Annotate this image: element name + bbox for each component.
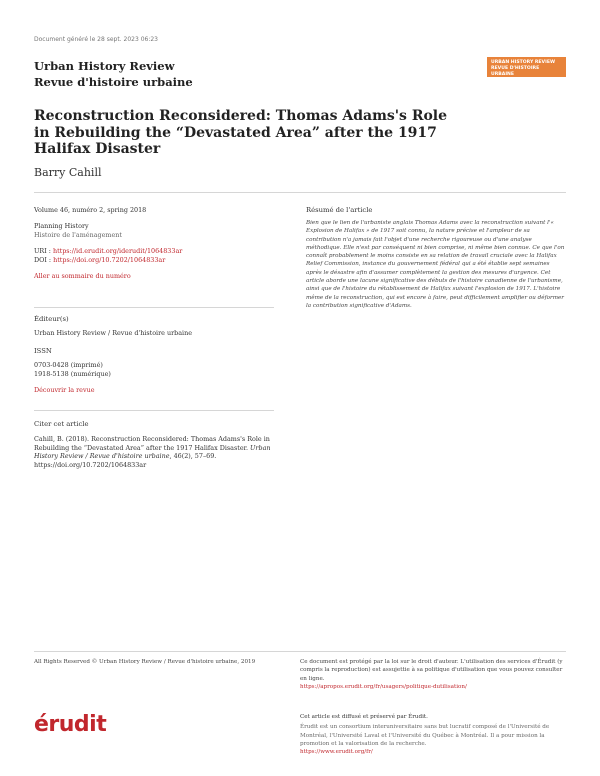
publisher-name: Urban History Review / Revue d'histoire urbaine: [34, 329, 192, 338]
doi-link[interactable]: https://doi.org/10.7202/1064833ar: [53, 255, 166, 264]
footer-divider: [34, 651, 566, 652]
section-info: [34, 222, 274, 239]
abstract-heading: Résumé de l'article: [306, 206, 373, 214]
citation-label: Citer cet article: [34, 420, 89, 428]
citation-block: [34, 420, 274, 469]
copyright-block: [300, 658, 566, 691]
section-en: Planning History: [34, 222, 89, 231]
policy-link[interactable]: https://apropos.erudit.org/fr/usagers/politique-dutilisation/: [300, 683, 467, 690]
doi-line: [34, 256, 274, 264]
issn-print: 0703-0428 (imprimé): [34, 361, 103, 370]
divider: [34, 192, 566, 193]
citation-text: [34, 435, 274, 469]
uri-link[interactable]: https://id.erudit.org/iderudit/1064833ar: [52, 247, 183, 256]
article-author: Barry Cahill: [34, 166, 102, 179]
journal-name-en: Urban History Review: [34, 59, 175, 73]
abstract-block: [306, 206, 566, 310]
metadata-column: [34, 206, 274, 280]
section-fr: Histoire de l'aménagement: [34, 230, 122, 239]
issn-label: ISSN: [34, 346, 52, 355]
diffusion-title: Cet article est diffusé et préservé par Érudit.: [300, 714, 428, 720]
divider: [34, 410, 274, 411]
erudit-link[interactable]: https://www.erudit.org/fr/: [300, 749, 373, 756]
discover-journal-link[interactable]: Découvrir la revue: [34, 386, 95, 395]
generated-date: Document généré le 28 sept. 2023 06:23: [34, 36, 158, 43]
doi-label: DOI :: [34, 255, 54, 264]
erudit-logo: érudit: [34, 712, 107, 737]
diffusion-text: Érudit est un consortium interuniversitaire sans but lucratif composé de l'Université de Montréal, l'Université Laval et l'Université du Québec à Montréal. Il a pour mission la promotion et la valorisation de la recherche.: [300, 724, 550, 747]
uri-line: [34, 247, 274, 255]
publisher-label: Éditeur(s): [34, 315, 69, 323]
citation-journal: Urban History Review / Revue d'histoire urbaine: [34, 443, 271, 461]
copyright-notice: Ce document est protégé par la loi sur le droit d'auteur. L'utilisation des services d'Érudit (y compris la reproduction) est assujettie à sa politique d'utilisation que vous pouvez consulter en ligne.: [300, 659, 563, 682]
publisher-block: [34, 315, 274, 394]
uri-label: URI :: [34, 247, 53, 256]
citation-doi: https://doi.org/10.7202/1064833ar: [34, 460, 147, 469]
journal-badge: [487, 57, 566, 77]
citation-part1: Cahill, B. (2018). Reconstruction Reconsidered: Thomas Adams's Role in Rebuilding the “Devastated Area” after the 1917 Halifax Disaster.: [34, 435, 270, 452]
divider: [34, 307, 274, 308]
journal-name: [34, 58, 193, 90]
toc-link[interactable]: Aller au sommaire du numéro: [34, 272, 131, 281]
diffusion-block: [300, 713, 566, 756]
identifiers: [34, 247, 274, 264]
journal-badge-line2: REVUE D'HISTOIRE URBAINE: [491, 66, 540, 77]
rights-notice: All Rights Reserved © Urban History Review / Revue d'histoire urbaine, 2019: [34, 659, 256, 665]
citation-part2: , 46(2), 57–69.: [169, 452, 217, 461]
article-title: Reconstruction Reconsidered: Thomas Adams's Role in Rebuilding the “Devastated Area” after the 1917 Halifax Disaster: [34, 108, 448, 157]
abstract-text: Bien que le lien de l'urbaniste anglais Thomas Adams avec la reconstruction suivant l'« Explosion de Halifax » de 1917 soit connu, la nature précise et l'ampleur de sa contribution n'a jamais fait l'objet d'une recherche rigoureuse ou d'une analyse méthodique. Elle n'est par conséquent ni bien comprise, ni même bien connue. Ce que l'on connaît probablement le moins consiste en sa relation de travail cruciale avec la Halifax Relief Commission, instance du gouvernement fédéral qui a été établie sept semaines après le désastre afin d'assumer complètement la gestion des mesures d'urgence. Cet article aborde une lacune significative des débuts de l'histoire canadienne de l'urbanisme, ainsi que de l'histoire du rétablissement de Halifax suivant l'explosion de 1917. L'histoire même de la reconstruction, qui est encore à faire, peut difficilement amplifier ou déformer la contribution significative d'Adams.: [306, 220, 565, 309]
issn-digital: 1918-5138 (numérique): [34, 369, 111, 378]
journal-name-fr: Revue d'histoire urbaine: [34, 75, 193, 89]
journal-badge-line1: URBAN HISTORY REVIEW: [491, 60, 556, 65]
volume-info: Volume 46, numéro 2, spring 2018: [34, 206, 147, 214]
